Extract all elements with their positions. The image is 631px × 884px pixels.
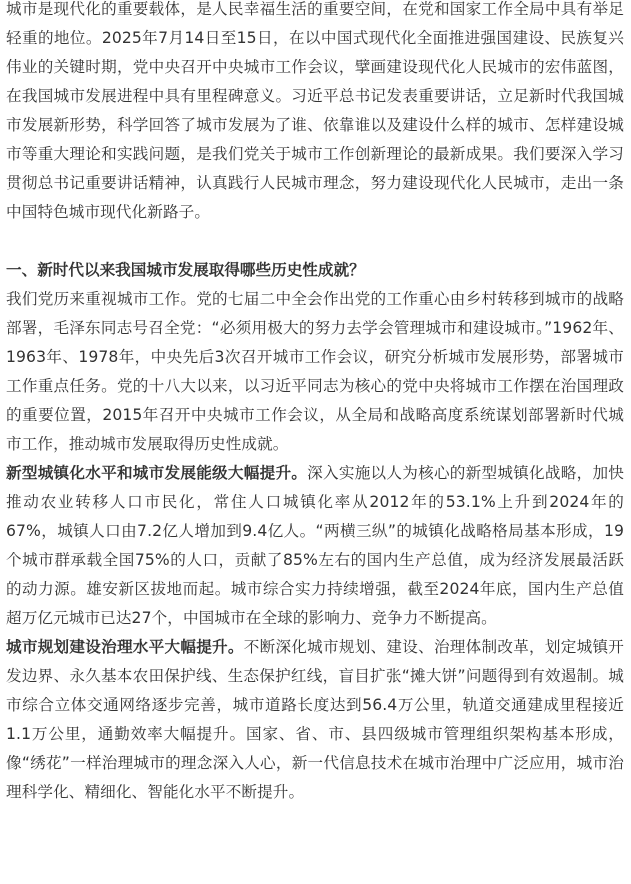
paragraph-body-planning: 不断深化城市规划、建设、治理体制改革，划定城镇开发边界、永久基本农田保护线、生态保护红线，盲目扩张“摊大饼”问题得到有效遏制。城市综合立体交通网络逐步完善，城市道路长度达到56.4万公里，轨道交通建成里程接近1.1万公里，通勤效率大幅提升。国家、省、市、县四级城市管理组织架构基本形成，像“绣花”一样治理城市的理念深入人心，新一代信息技术在城市治理中广泛应用，城市治理科学化、精细化、智能化水平不断提升。 <box>6 638 624 801</box>
article <box>6 0 624 807</box>
paragraph-body-urbanization: 深入实施以人为核心的新型城镇化战略，加快推动农业转移人口市民化，常住人口城镇化率从2012年的53.1%上升到2024年的67%，城镇人口由7.2亿人增加到9.4亿人。“两横三纵”的城镇化战略格局基本形成，19个城市群承载全国75%的人口，贡献了85%左右的国内生产总值，成为经济发展最活跃的动力源。雄安新区拔地而起。城市综合实力持续增强，截至2024年底，国内生产总值超万亿元城市已达27个，中国城市在全球的影响力、竞争力不断提高。 <box>6 464 624 627</box>
intro-paragraph: 城市是现代化的重要载体，是人民幸福生活的重要空间，在党和国家工作全局中具有举足轻重的地位。2025年7月14日至15日，在以中国式现代化全面推进强国建设、民族复兴伟业的关键时期，党中央召开中央城市工作会议，擘画建设现代化人民城市的宏伟蓝图，在我国城市发展进程中具有里程碑意义。习近平总书记发表重要讲话，立足新时代我国城市发展新形势，科学回答了城市发展为了谁、依靠谁以及建设什么样的城市、怎样建设城市等重大理论和实践问题，是我们党关于城市工作创新理论的最新成果。我们要深入学习贯彻总书记重要讲话精神，认真践行人民城市理念，努力建设现代化人民城市，走出一条中国特色城市现代化新路子。 <box>6 0 624 221</box>
section-heading: 一、新时代以来我国城市发展取得哪些历史性成就？ <box>6 261 365 279</box>
paragraph-lead-planning: 城市规划建设治理水平大幅提升。 <box>6 638 244 656</box>
section-paragraph-urbanization <box>6 459 624 633</box>
paragraph-gap <box>6 227 624 256</box>
section-paragraph-planning <box>6 633 624 807</box>
section-paragraph-history: 我们党历来重视城市工作。党的七届二中全会作出党的工作重心由乡村转移到城市的战略部署，毛泽东同志号召全党：“必须用极大的努力去学会管理城市和建设城市。”1962年、1963年、1978年，中央先后3次召开城市工作会议，研究分析城市发展形势，部署城市工作重点任务。党的十八大以来，以习近平同志为核心的党中央将城市工作摆在治国理政的重要位置，2015年召开中央城市工作会议，从全局和战略高度系统谋划部署新时代城市工作，推动城市发展取得历史性成就。 <box>6 290 624 453</box>
paragraph-lead-urbanization: 新型城镇化水平和城市发展能级大幅提升。 <box>6 464 308 482</box>
